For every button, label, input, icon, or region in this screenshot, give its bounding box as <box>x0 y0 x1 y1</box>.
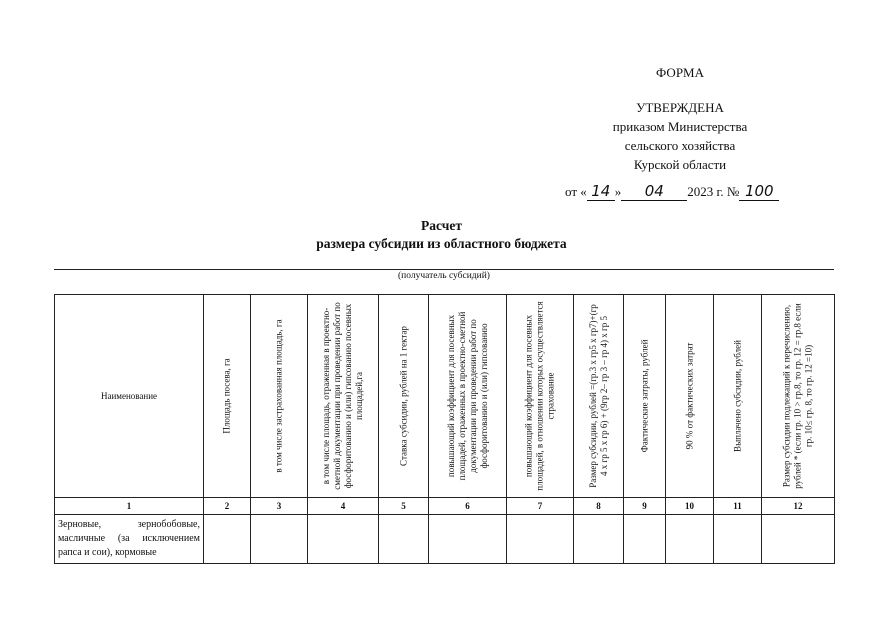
recipient-caption: (получатель субсидий) <box>398 271 490 281</box>
table-cell <box>379 515 429 564</box>
table-cell <box>624 515 666 564</box>
col-number: 11 <box>714 498 762 515</box>
header-row <box>55 295 835 498</box>
col-header-2: Площадь посева, га <box>204 295 251 498</box>
table-cell <box>204 515 251 564</box>
col-number: 12 <box>762 498 835 515</box>
subsidy-table <box>54 294 835 564</box>
col-number: 3 <box>251 498 308 515</box>
row-name: Зерновые, зернобобовые, масличные (за исключением рапса и сои), кормовые <box>58 519 200 558</box>
table-cell <box>666 515 714 564</box>
col-header-3: в том числе застрахованная площадь, га <box>251 295 308 498</box>
col-header-6: повышающий коэффициент для посевных площадей, отраженных в проектно-сметной документации при проведении работ по фосфоритованию и (или) гипсованию <box>429 295 507 498</box>
table-cell <box>574 515 624 564</box>
doc-title: Расчет <box>421 218 462 233</box>
date-day: 14 <box>587 182 615 201</box>
date-number: 100 <box>739 182 779 201</box>
col-header-7: повышающий коэффициент для посевных площадей, в отношении которых осуществляется страхование <box>507 295 574 498</box>
order-line-3: Курской области <box>633 157 727 172</box>
table-cell <box>762 515 835 564</box>
date-year: 2023 г. № <box>687 184 740 199</box>
order-line-2: сельского хозяйства <box>624 138 736 153</box>
col-number: 8 <box>574 498 624 515</box>
table-cell <box>429 515 507 564</box>
name-header: Наименование <box>55 295 204 498</box>
col-header-11: Выплачено субсидии, рублей <box>714 295 762 498</box>
date-month: 04 <box>621 182 687 201</box>
col-header-8: Размер субсидии, рублей =(гр.3 х гр5 х гр7)+(гр 4 х гр 5 х гр 6) + (9гр 2– гр 3 – гр 4) х гр 5 <box>574 295 624 498</box>
col-number: 2 <box>204 498 251 515</box>
date-line <box>565 182 779 201</box>
col-number: 10 <box>666 498 714 515</box>
col-header-4: в том числе площадь, отраженная в проектно-сметной документации при проведении работ по фосфоритованию и (или) гипсованию посевных площадей,га <box>308 295 379 498</box>
table-cell <box>507 515 574 564</box>
col-header-5: Ставка субсидии, рублей на 1 гектар <box>379 295 429 498</box>
table-cell <box>308 515 379 564</box>
table-row <box>55 515 835 564</box>
approval-block <box>560 98 800 174</box>
doc-subtitle: размера субсидии из областного бюджета <box>316 236 567 251</box>
order-line-1: приказом Министерства <box>612 119 748 134</box>
date-prefix: от « <box>565 184 587 199</box>
col-number: 5 <box>379 498 429 515</box>
col-number: 7 <box>507 498 574 515</box>
form-label <box>560 63 800 82</box>
recipient-line <box>54 269 834 270</box>
table-cell <box>714 515 762 564</box>
date-mid: » <box>614 184 622 199</box>
col-number: 1 <box>55 498 204 515</box>
col-header-12: Размер субсидии подлежащий к перечислению, рублей * (если гр. 10 > гр.8, то гр. 12 = гр.8 если гр. 10≤ гр. 8, то гр. 12 =10) <box>762 295 835 498</box>
forma-text: ФОРМА <box>656 65 704 80</box>
col-number: 4 <box>308 498 379 515</box>
row-name-cell <box>55 515 204 564</box>
col-header-10: 90 % от фактических затрат <box>666 295 714 498</box>
col-header-9: Фактические затраты, рублей <box>624 295 666 498</box>
approved-text: УТВЕРЖДЕНА <box>636 100 724 115</box>
table-cell <box>251 515 308 564</box>
col-number: 9 <box>624 498 666 515</box>
number-row <box>55 498 835 515</box>
col-number: 6 <box>429 498 507 515</box>
